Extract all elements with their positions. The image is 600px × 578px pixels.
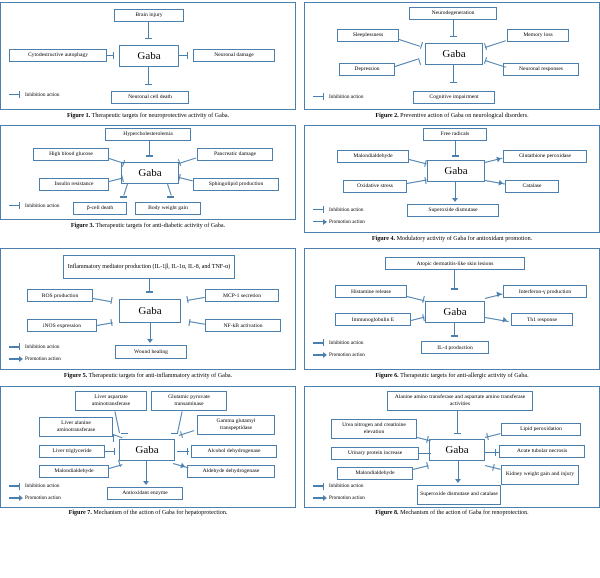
fig5-legend-promotion xyxy=(9,355,61,362)
fig3-node-beta-cell-death: β-cell death xyxy=(73,202,127,215)
fig6-legend-promotion-label: Promotion action xyxy=(329,351,365,358)
fig1-connector-right xyxy=(179,55,187,56)
fig4-node-oxidative-stress: Oxidative stress xyxy=(343,180,407,193)
fig6-node-histamine-release: Histamine release xyxy=(335,285,407,298)
figure-3-panel xyxy=(0,125,296,220)
fig7-tbar-upper-left xyxy=(113,435,114,442)
fig4-tbar-top xyxy=(452,155,459,156)
fig1-node-neuronal-cell-death: Neuronal cell death xyxy=(111,91,189,104)
fig8-node-kidney-weight-gain: Kidney weight gain and injury xyxy=(501,465,579,485)
figure-8-caption xyxy=(304,510,600,517)
fig2-connector-upper-left xyxy=(399,39,420,47)
fig5-node-mcp-1-secretion: MCP-1 secretion xyxy=(205,289,279,302)
figure-2-caption-text: Preventive action of Gaba on neurological disorders. xyxy=(400,112,529,119)
fig5-tbar-upper-right xyxy=(186,296,189,303)
figure-6-caption-label: Figure 6. xyxy=(375,372,399,379)
fig7-arrow-bottom xyxy=(143,481,149,485)
fig1-node-brain-injury: Brain injury xyxy=(114,9,184,22)
fig2-node-neuronal-responses: Neuronal responses xyxy=(503,63,579,76)
figure-6-caption-text: Therapeutic targets for anti-allergic activity of Gaba. xyxy=(400,372,529,379)
fig5-node-nf-kb-activation: NF-kB activation xyxy=(205,319,281,332)
fig4-node-free-radicals: Free radicals xyxy=(423,128,487,141)
fig1-tbar-left xyxy=(113,52,114,59)
fig8-node-malondialdehyde: Malondialdehyde xyxy=(337,467,413,480)
promotion-icon xyxy=(9,355,23,362)
fig2-legend-inhibition xyxy=(313,93,363,100)
fig4-center-node: Gaba xyxy=(427,160,485,182)
fig5-legend-inhibition xyxy=(9,343,59,350)
fig6-node-il-4-production: IL-4 production xyxy=(421,341,489,354)
fig3-connector-top xyxy=(149,141,150,155)
fig7-tbar-mid-left xyxy=(114,448,115,455)
fig5-node-ros-production: ROS production xyxy=(27,289,93,302)
figure-7-panel xyxy=(0,386,296,508)
fig2-node-depression: Depression xyxy=(339,63,395,76)
fig5-tbar-upper-left xyxy=(110,297,113,304)
fig8-tbar-lower-left xyxy=(426,462,429,469)
fig5-tbar-lower-left xyxy=(110,319,113,326)
fig4-arrow-lower-right xyxy=(499,180,504,187)
fig6-center-node: Gaba xyxy=(425,301,485,323)
figure-1-panel xyxy=(0,2,296,110)
fig8-tbar-mid-right xyxy=(495,449,496,456)
fig8-legend-promotion-label: Promotion action xyxy=(329,495,365,502)
figure-5-panel xyxy=(0,248,296,370)
fig7-tbar-top-left xyxy=(121,433,128,434)
fig2-tbar-top xyxy=(450,36,457,37)
figure-3-block xyxy=(0,125,296,246)
fig4-connector-top xyxy=(455,141,456,155)
fig3-tbar-top xyxy=(146,155,153,156)
fig6-arrow-upper-right xyxy=(496,291,501,298)
fig3-tbar-bottom-right xyxy=(167,196,174,197)
fig8-legend-inhibition-label: Inhibition action xyxy=(329,483,364,490)
fig6-node-atopic-dermatitis: Atopic dermatitis-like skin lesions xyxy=(385,257,525,270)
fig7-node-liver-triglyceride: Liver triglyceride xyxy=(39,445,105,458)
fig6-node-immunoglobulin-e: Immunoglobulin E xyxy=(335,313,411,326)
fig2-center-node: Gaba xyxy=(425,43,483,65)
figure-4-caption-text: Modulatory activity of Gaba for antioxidant promotion. xyxy=(396,235,533,242)
fig1-center-node: Gaba xyxy=(119,45,179,67)
fig2-connector-lower-left xyxy=(395,59,418,68)
fig8-center-node: Gaba xyxy=(429,439,485,461)
fig3-legend-inhibition-label: Inhibition action xyxy=(25,202,60,209)
fig2-node-neurodegeneration: Neurodegeneration xyxy=(409,7,497,20)
inhibition-icon xyxy=(313,483,327,490)
fig4-legend-promotion-label: Promotion action xyxy=(329,218,365,225)
fig3-connector-bottom-left xyxy=(123,184,128,196)
fig6-arrow-lower-right xyxy=(503,317,508,324)
fig1-node-cytodestructive-autophagy: Cytodestructive autophagy xyxy=(9,49,107,62)
figure-6-block xyxy=(304,248,600,383)
figure-3-caption xyxy=(0,223,296,230)
fig1-legend-inhibition-label: Inhibition action xyxy=(25,91,60,98)
promotion-icon xyxy=(313,218,327,225)
fig2-node-cognitive-impairment: Cognitive impairment xyxy=(413,91,495,104)
fig8-node-sod-catalase: Superoxide dismutase and catalase xyxy=(417,485,501,505)
fig6-legend-inhibition xyxy=(313,339,363,346)
fig7-node-glutamic-pyruvate-transaminase: Glutamic pyruvate transaminase xyxy=(151,391,227,411)
fig3-connector-upper-right xyxy=(179,158,197,165)
fig8-connector-top xyxy=(457,411,458,433)
fig3-connector-lower-right xyxy=(179,177,193,182)
fig4-connector-lower-left xyxy=(407,180,427,185)
fig7-center-node: Gaba xyxy=(119,439,175,461)
figure-1-block xyxy=(0,2,296,123)
fig3-legend-inhibition xyxy=(9,202,59,209)
fig4-arrow-bottom xyxy=(452,198,458,202)
figure-5-block xyxy=(0,248,296,383)
fig7-node-gamma-glutamyl-transpeptidase: Gamma glutamyl transpeptidase xyxy=(197,415,275,435)
fig6-tbar-top xyxy=(451,288,458,289)
fig4-node-superoxide-dismutase: Superoxide dismutase xyxy=(407,204,499,217)
fig5-connector-bottom xyxy=(150,323,151,339)
fig8-legend-inhibition xyxy=(313,483,363,490)
fig5-center-node: Gaba xyxy=(119,299,181,323)
fig4-node-malondialdehyde: Malondialdehyde xyxy=(337,150,409,163)
fig2-tbar-upper-left xyxy=(420,42,423,49)
fig4-connector-bottom xyxy=(455,182,456,198)
fig6-tbar-bottom xyxy=(451,335,458,336)
figure-5-caption xyxy=(0,373,296,380)
figure-1-caption-text: Therapeutic targets for neuroprotective activity of Gaba. xyxy=(91,112,230,119)
fig5-node-wound-healing: Wound healing xyxy=(115,345,187,359)
fig7-node-liver-alanine-aminotransferase: Liver alanine aminotransferase xyxy=(39,417,113,437)
fig2-connector-top xyxy=(453,20,454,36)
promotion-icon xyxy=(313,495,327,502)
figure-5-caption-label: Figure 5. xyxy=(63,372,88,379)
fig7-legend-promotion xyxy=(9,495,61,502)
fig7-legend-inhibition-label: Inhibition action xyxy=(25,483,60,490)
figure-1-caption-label: Figure 1. xyxy=(66,112,91,119)
figure-8-panel xyxy=(304,386,600,508)
fig8-node-urinary-protein-increase: Urinary protein increase xyxy=(331,447,419,460)
fig7-connector-bottom xyxy=(146,461,147,481)
fig5-legend-promotion-label: Promotion action xyxy=(25,355,61,362)
figure-8-caption-label: Figure 8. xyxy=(375,510,399,517)
fig3-node-sphingolipid-production: Sphingolipid production xyxy=(193,178,279,191)
fig7-connector-top-left xyxy=(114,411,120,433)
fig1-legend-inhibition xyxy=(9,91,59,98)
fig3-node-pancreatic-damage: Pancreatic damage xyxy=(197,148,273,161)
fig6-node-th1-response: Th1 response xyxy=(511,313,573,326)
fig4-legend-promotion xyxy=(313,218,365,225)
fig4-legend-inhibition xyxy=(313,206,363,213)
fig1-node-neuronal-damage: Neuronal damage xyxy=(193,49,275,62)
fig5-connector-upper-right xyxy=(187,297,205,301)
figure-4-panel xyxy=(304,125,600,233)
fig2-connector-upper-right xyxy=(485,40,506,48)
figure-7-block xyxy=(0,386,296,521)
fig7-node-antioxidant-enzyme: Antioxidant enzyme xyxy=(107,487,183,500)
fig3-node-high-blood-glucose: High blood glucose xyxy=(33,148,109,161)
fig2-node-memory-loss: Memory loss xyxy=(507,29,569,42)
figure-4-block xyxy=(304,125,600,246)
fig7-legend-promotion-label: Promotion action xyxy=(25,495,61,502)
fig5-tbar-lower-right xyxy=(188,319,191,326)
fig5-connector-lower-right xyxy=(189,321,205,325)
fig5-legend-inhibition-label: Inhibition action xyxy=(25,343,60,350)
figure-2-panel xyxy=(304,2,600,110)
fig5-node-inflammatory-mediator-production: Inflammatory mediator production (IL-1β, IL-1α, IL-8, and TNF-α) xyxy=(63,255,235,279)
inhibition-icon xyxy=(9,91,23,98)
figure-7-caption-text: Mechanism of the action of Gaba for hepatoprotection. xyxy=(93,510,228,517)
fig5-arrow-bottom xyxy=(147,339,153,343)
fig6-legend-promotion xyxy=(313,351,365,358)
fig7-node-alcohol-dehydrogenase: Alcohol dehydrogenase xyxy=(191,445,277,458)
inhibition-icon xyxy=(9,202,23,209)
figure-5-caption-text: Therapeutic targets for anti-inflammatory activity of Gaba. xyxy=(88,372,233,379)
figure-8-caption-text: Mechanism of the action of Gaba for renoprotection. xyxy=(400,510,529,517)
fig5-tbar-top xyxy=(146,291,153,292)
fig8-connector-mid-right xyxy=(485,452,499,453)
inhibition-icon xyxy=(313,93,327,100)
inhibition-icon xyxy=(313,206,327,213)
figure-7-caption-label: Figure 7. xyxy=(68,510,92,517)
fig3-node-body-weight-gain: Body weight gain xyxy=(135,202,201,215)
fig1-connector-bottom xyxy=(148,67,149,84)
fig3-node-insulin-resistance: Insulin resistance xyxy=(39,178,109,191)
fig7-legend-inhibition xyxy=(9,483,59,490)
fig2-connector-bottom xyxy=(453,65,454,82)
fig4-node-glutathione-peroxidase: Glutathione peroxidase xyxy=(503,150,587,163)
fig6-legend-inhibition-label: Inhibition action xyxy=(329,339,364,346)
fig8-node-alt-ast-activities: Alanine amino transferase and aspartate amino transferase activities xyxy=(387,391,533,411)
fig3-center-node: Gaba xyxy=(121,162,179,184)
promotion-icon xyxy=(313,351,327,358)
fig4-legend-inhibition-label: Inhibition action xyxy=(329,206,364,213)
fig2-legend-inhibition-label: Inhibition action xyxy=(329,93,364,100)
inhibition-icon xyxy=(9,343,23,350)
figure-1-caption xyxy=(0,113,296,120)
fig6-connector-bottom xyxy=(454,323,455,335)
fig8-arrow-bottom xyxy=(455,479,461,483)
promotion-icon xyxy=(9,495,23,502)
fig2-node-sleeplessness: Sleeplessness xyxy=(337,29,399,42)
fig7-tbar-top-right xyxy=(171,433,178,434)
figure-4-caption xyxy=(304,236,600,243)
figure-4-caption-label: Figure 4. xyxy=(371,235,396,242)
inhibition-icon xyxy=(313,339,327,346)
figure-3-caption-text: Therapeutic targets for anti-diabetic activity of Gaba. xyxy=(95,222,226,229)
fig1-tbar-top xyxy=(145,38,152,39)
fig1-tbar-bottom xyxy=(145,84,152,85)
fig5-connector-top xyxy=(149,279,150,291)
figure-6-caption xyxy=(304,373,600,380)
fig8-node-urea-nitrogen-creatinine: Urea nitrogen and creatinine elevation xyxy=(331,419,417,439)
fig7-tbar-mid-right xyxy=(187,448,188,455)
fig8-tbar-mid-left xyxy=(429,450,430,457)
fig7-node-aldehyde-dehydrogenase: Aldehyde dehydrogenase xyxy=(187,465,275,478)
fig3-tbar-bottom-left xyxy=(120,196,127,197)
fig8-node-acute-tubular-necrosis: Acute tubular necrosis xyxy=(499,445,585,458)
fig8-legend-promotion xyxy=(313,495,365,502)
fig6-node-interferon-gamma-production: Interferon-γ production xyxy=(503,285,587,298)
fig1-connector-top xyxy=(148,22,149,38)
fig2-tbar-lower-left xyxy=(418,58,421,65)
fig3-node-hypercholesterolemia: Hypercholesterolemia xyxy=(105,128,191,141)
figure-2-caption-label: Figure 2. xyxy=(375,112,399,119)
fig1-tbar-right xyxy=(187,52,188,59)
figure-7-caption xyxy=(0,510,296,517)
fig5-node-inos-expression: iNOS expression xyxy=(27,319,97,332)
inhibition-icon xyxy=(9,483,23,490)
figure-2-block xyxy=(304,2,600,123)
fig5-connector-upper-left xyxy=(93,298,111,302)
fig8-node-lipid-peroxidation: Lipid peroxidation xyxy=(501,423,581,436)
fig6-connector-top xyxy=(454,270,455,288)
figure-8-block xyxy=(304,386,600,521)
fig4-node-catalase: Catalase xyxy=(505,180,559,193)
fig8-tbar-top xyxy=(454,433,461,434)
figure-3-caption-label: Figure 3. xyxy=(70,222,95,229)
fig3-connector-bottom-right xyxy=(167,184,172,196)
fig7-node-liver-aspartate-aminotransferase: Liver aspartate aminotransferase xyxy=(75,391,147,411)
figure-6-panel xyxy=(304,248,600,370)
figure-2-caption xyxy=(304,113,600,120)
fig8-connector-bottom xyxy=(458,461,459,479)
fig2-tbar-bottom xyxy=(450,82,457,83)
fig7-connector-top-right xyxy=(177,411,183,433)
fig7-node-malondialdehyde: Malondialdehyde xyxy=(39,465,109,478)
